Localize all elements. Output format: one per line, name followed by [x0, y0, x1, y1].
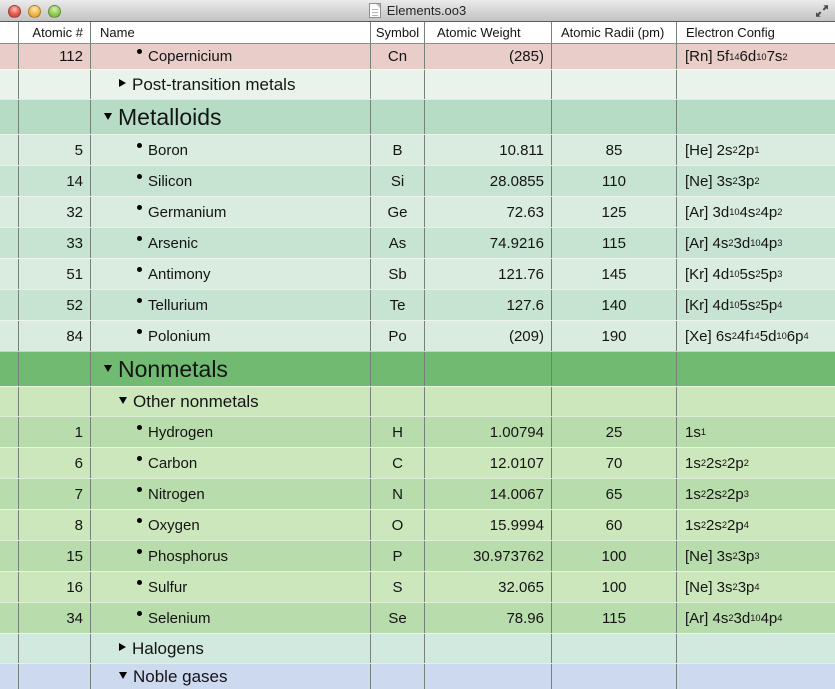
atomic-radius-cell[interactable]: 190: [552, 321, 677, 351]
atomic-radius-cell[interactable]: 115: [552, 228, 677, 258]
electron-config-cell[interactable]: [677, 100, 835, 134]
atomic-number-cell[interactable]: 32: [19, 197, 91, 227]
symbol-cell[interactable]: [371, 352, 425, 386]
electron-config-cell[interactable]: [677, 387, 835, 416]
symbol-cell[interactable]: [371, 100, 425, 134]
atomic-radius-cell[interactable]: 85: [552, 135, 677, 165]
atomic-radius-cell[interactable]: 140: [552, 290, 677, 320]
atomic-radius-cell[interactable]: 115: [552, 603, 677, 633]
name-cell[interactable]: [91, 352, 371, 386]
element-row-oxygen[interactable]: [0, 509, 835, 540]
name-cell[interactable]: [91, 290, 371, 320]
atomic-number-cell[interactable]: 16: [19, 572, 91, 602]
row-gutter: [0, 352, 19, 386]
name-cell[interactable]: [91, 70, 371, 99]
atomic-radius-cell[interactable]: [552, 70, 677, 99]
symbol-cell[interactable]: S: [371, 572, 425, 602]
atomic-weight-cell[interactable]: 32.065: [425, 572, 552, 602]
electron-config-cell[interactable]: [Ne] 3s 2 3p 2: [685, 172, 760, 190]
symbol-cell[interactable]: [371, 634, 425, 663]
atomic-radius-cell[interactable]: 100: [552, 572, 677, 602]
atomic-number-cell[interactable]: 51: [19, 259, 91, 289]
name-text: Silicon: [148, 172, 193, 190]
element-row-selenium[interactable]: [0, 602, 835, 633]
electron-config-cell[interactable]: [Kr] 4d 10 5s 2 5p 3: [685, 265, 783, 283]
row-handle-bullet[interactable]: [137, 205, 142, 210]
window-titlebar[interactable]: [0, 0, 835, 22]
name-cell[interactable]: [91, 259, 371, 289]
symbol-cell[interactable]: [371, 70, 425, 99]
column-header-electron-config[interactable]: Electron Config: [686, 25, 775, 40]
column-header-row: [0, 22, 835, 44]
atomic-weight-cell[interactable]: [425, 100, 552, 134]
name-cell[interactable]: [91, 572, 371, 602]
element-row-arsenic[interactable]: [0, 227, 835, 258]
atomic-number-cell[interactable]: [19, 70, 91, 99]
element-row-tellurium[interactable]: [0, 289, 835, 320]
symbol-cell[interactable]: Ge: [371, 197, 425, 227]
name-text: Germanium: [148, 203, 227, 221]
atomic-number-cell[interactable]: 7: [19, 479, 91, 509]
document-icon: [369, 3, 381, 18]
atomic-weight-cell[interactable]: [425, 634, 552, 663]
name-text: Post-transition metals: [132, 74, 296, 94]
atomic-number-cell[interactable]: [19, 664, 91, 689]
name-cell[interactable]: [91, 664, 371, 689]
symbol-cell[interactable]: H: [371, 417, 425, 447]
row-gutter: [0, 290, 19, 320]
name-text: Carbon: [148, 454, 198, 472]
atomic-number-cell[interactable]: 15: [19, 541, 91, 571]
name-cell[interactable]: [91, 479, 371, 509]
minimize-button[interactable]: [28, 5, 41, 18]
atomic-number-cell[interactable]: [19, 100, 91, 134]
atomic-number-cell[interactable]: 34: [19, 603, 91, 633]
row-handle-bullet[interactable]: [137, 143, 142, 148]
row-handle-bullet[interactable]: [137, 580, 142, 585]
row-gutter: [0, 634, 19, 663]
name-cell[interactable]: [91, 100, 371, 134]
atomic-number-cell[interactable]: [19, 387, 91, 416]
column-header-gutter: [0, 22, 19, 43]
name-text: Sulfur: [148, 578, 188, 596]
element-row-antimony[interactable]: [0, 258, 835, 289]
atomic-radius-cell[interactable]: [552, 664, 677, 689]
symbol-cell[interactable]: As: [371, 228, 425, 258]
atomic-weight-cell[interactable]: [425, 664, 552, 689]
column-header-symbol[interactable]: Symbol: [371, 22, 425, 43]
row-gutter: [0, 664, 19, 689]
name-text: Selenium: [148, 609, 211, 627]
atomic-number-cell[interactable]: [19, 634, 91, 663]
name-text: Halogens: [132, 638, 204, 658]
group-row-noble-gases[interactable]: [0, 663, 835, 689]
name-text: Boron: [148, 141, 189, 159]
atomic-weight-cell[interactable]: 121.76: [425, 259, 552, 289]
row-gutter: [0, 228, 19, 258]
name-cell[interactable]: [91, 541, 371, 571]
atomic-number-cell[interactable]: 1: [19, 417, 91, 447]
atomic-radius-cell[interactable]: [552, 387, 677, 416]
atomic-radius-cell[interactable]: [552, 100, 677, 134]
row-gutter: [0, 479, 19, 509]
atomic-weight-cell[interactable]: 1.00794: [425, 417, 552, 447]
atomic-radius-cell[interactable]: 70: [552, 448, 677, 478]
electron-config-cell[interactable]: [Ar] 4s 2 3d 10 4p 4: [685, 609, 783, 627]
row-handle-bullet[interactable]: [137, 611, 142, 616]
atomic-weight-cell[interactable]: (209): [425, 321, 552, 351]
name-cell[interactable]: [91, 448, 371, 478]
column-header-name[interactable]: Name: [91, 22, 371, 43]
row-gutter: [0, 603, 19, 633]
atomic-radius-cell[interactable]: 110: [552, 166, 677, 196]
name-cell[interactable]: [91, 321, 371, 351]
symbol-cell[interactable]: C: [371, 448, 425, 478]
row-handle-bullet[interactable]: [137, 487, 142, 492]
electron-config-cell[interactable]: 1s 2 2s 2 2p 2: [685, 454, 749, 472]
fullscreen-icon[interactable]: [814, 3, 830, 19]
name-cell[interactable]: [91, 166, 371, 196]
name-text: Polonium: [148, 327, 211, 345]
electron-config-cell[interactable]: [677, 70, 835, 99]
row-handle-bullet[interactable]: [137, 549, 142, 554]
name-text: Copernicium: [148, 48, 233, 65]
name-cell[interactable]: [91, 510, 371, 540]
name-text: Tellurium: [148, 296, 209, 314]
symbol-cell[interactable]: [371, 387, 425, 416]
electron-config-cell[interactable]: [Kr] 4d 10 5s 2 5p 4: [685, 296, 783, 314]
electron-config-cell[interactable]: [677, 664, 835, 689]
element-row-germanium[interactable]: [0, 196, 835, 227]
symbol-cell[interactable]: Sb: [371, 259, 425, 289]
atomic-weight-cell[interactable]: 78.96: [425, 603, 552, 633]
atomic-weight-cell[interactable]: 72.63: [425, 197, 552, 227]
atomic-number-cell[interactable]: 33: [19, 228, 91, 258]
atomic-radius-cell[interactable]: 125: [552, 197, 677, 227]
symbol-cell[interactable]: Cn: [371, 44, 425, 69]
disclosure-triangle-collapsed[interactable]: [119, 79, 126, 87]
atomic-radius-cell[interactable]: 145: [552, 259, 677, 289]
row-gutter: [0, 166, 19, 196]
electron-config-cell[interactable]: [Ar] 3d 10 4s 2 4p 2: [685, 203, 783, 221]
atomic-number-cell[interactable]: 84: [19, 321, 91, 351]
name-cell[interactable]: [91, 228, 371, 258]
name-cell[interactable]: [91, 634, 371, 663]
row-handle-bullet[interactable]: [137, 298, 142, 303]
row-handle-bullet[interactable]: [137, 236, 142, 241]
element-row-hydrogen[interactable]: [0, 416, 835, 447]
element-row-phosphorus[interactable]: [0, 540, 835, 571]
name-text: Nonmetals: [118, 355, 228, 382]
name-text: Hydrogen: [148, 423, 214, 441]
group-row-nonmetals[interactable]: [0, 351, 835, 386]
name-cell[interactable]: [91, 417, 371, 447]
atomic-weight-cell[interactable]: 127.6: [425, 290, 552, 320]
row-handle-bullet[interactable]: [137, 49, 142, 54]
group-row-post-transition-metals[interactable]: [0, 69, 835, 99]
row-gutter: [0, 135, 19, 165]
row-handle-bullet[interactable]: [137, 456, 142, 461]
name-cell[interactable]: [91, 603, 371, 633]
group-row-metalloids[interactable]: [0, 99, 835, 134]
group-row-other-nonmetals[interactable]: [0, 386, 835, 416]
atomic-number-cell[interactable]: 14: [19, 166, 91, 196]
atomic-radius-cell[interactable]: 65: [552, 479, 677, 509]
atomic-weight-cell[interactable]: 10.811: [425, 135, 552, 165]
electron-config-cell[interactable]: [Ne] 3s 2 3p 3: [685, 547, 760, 565]
outline-sheet: [0, 44, 835, 689]
row-gutter: [0, 70, 19, 99]
symbol-cell[interactable]: N: [371, 479, 425, 509]
electron-config-cell[interactable]: [Ne] 3s 2 3p 4: [685, 578, 760, 596]
name-cell[interactable]: [91, 135, 371, 165]
atomic-weight-cell[interactable]: 14.0067: [425, 479, 552, 509]
atomic-number-cell[interactable]: [19, 352, 91, 386]
element-row-polonium[interactable]: [0, 320, 835, 351]
name-text: Phosphorus: [148, 547, 229, 565]
atomic-weight-cell[interactable]: 74.9216: [425, 228, 552, 258]
electron-config-cell[interactable]: [677, 352, 835, 386]
disclosure-triangle-expanded[interactable]: [104, 113, 112, 120]
atomic-number-cell[interactable]: 6: [19, 448, 91, 478]
atomic-weight-cell[interactable]: [425, 70, 552, 99]
atomic-weight-cell[interactable]: 30.973762: [425, 541, 552, 571]
atomic-number-cell[interactable]: 52: [19, 290, 91, 320]
row-handle-bullet[interactable]: [137, 267, 142, 272]
row-gutter: [0, 259, 19, 289]
name-text: Oxygen: [148, 516, 200, 534]
disclosure-triangle-expanded[interactable]: [104, 365, 112, 372]
symbol-cell[interactable]: O: [371, 510, 425, 540]
atomic-weight-cell[interactable]: [425, 387, 552, 416]
column-header-atomic-radii-pm[interactable]: Atomic Radii (pm): [552, 22, 677, 43]
name-text: Arsenic: [148, 234, 199, 252]
electron-config-cell[interactable]: [He] 2s 2 2p 1: [685, 141, 760, 159]
name-cell[interactable]: [91, 197, 371, 227]
element-row-silicon[interactable]: [0, 165, 835, 196]
atomic-radius-cell[interactable]: 25: [552, 417, 677, 447]
window-title: Elements.oo3: [386, 3, 467, 18]
atomic-radius-cell[interactable]: [552, 634, 677, 663]
symbol-cell[interactable]: Si: [371, 166, 425, 196]
symbol-cell[interactable]: Po: [371, 321, 425, 351]
disclosure-triangle-expanded[interactable]: [119, 672, 127, 679]
disclosure-triangle-expanded[interactable]: [119, 397, 127, 404]
name-text: Noble gases: [133, 666, 228, 686]
row-gutter: [0, 197, 19, 227]
row-gutter: [0, 541, 19, 571]
electron-config-cell[interactable]: 1s 1: [685, 423, 707, 441]
element-row-carbon[interactable]: [0, 447, 835, 478]
name-text: Antimony: [148, 265, 211, 283]
atomic-weight-cell[interactable]: (285): [425, 44, 552, 69]
symbol-cell[interactable]: [371, 664, 425, 689]
row-gutter: [0, 572, 19, 602]
atomic-weight-cell[interactable]: 28.0855: [425, 166, 552, 196]
electron-config-cell[interactable]: [677, 634, 835, 663]
element-row-nitrogen[interactable]: [0, 478, 835, 509]
zoom-button[interactable]: [48, 5, 61, 18]
element-row-boron[interactable]: [0, 134, 835, 165]
name-cell[interactable]: [91, 44, 371, 69]
name-text: Other nonmetals: [133, 391, 259, 411]
electron-config-cell[interactable]: 1s 2 2s 2 2p 4: [685, 516, 749, 534]
row-handle-bullet[interactable]: [137, 174, 142, 179]
row-handle-bullet[interactable]: [137, 329, 142, 334]
atomic-radius-cell[interactable]: 60: [552, 510, 677, 540]
name-text: Metalloids: [118, 103, 222, 130]
row-gutter: [0, 387, 19, 416]
electron-config-cell[interactable]: [Xe] 6s 2 4f 14 5d 10 6p 4: [685, 327, 809, 345]
window-controls: [0, 0, 61, 22]
row-gutter: [0, 44, 19, 69]
element-row-copernicium[interactable]: [0, 44, 835, 69]
column-header-atomic-weight[interactable]: Atomic Weight: [425, 22, 552, 43]
name-text: Nitrogen: [148, 485, 205, 503]
symbol-cell[interactable]: P: [371, 541, 425, 571]
row-handle-bullet[interactable]: [137, 425, 142, 430]
row-gutter: [0, 448, 19, 478]
symbol-cell[interactable]: Se: [371, 603, 425, 633]
name-cell[interactable]: [91, 387, 371, 416]
electron-config-cell[interactable]: 1s 2 2s 2 2p 3: [685, 485, 749, 503]
atomic-number-cell[interactable]: 5: [19, 135, 91, 165]
atomic-radius-cell[interactable]: [552, 352, 677, 386]
element-row-sulfur[interactable]: [0, 571, 835, 602]
column-header-atomic[interactable]: Atomic #: [19, 22, 91, 43]
row-gutter: [0, 417, 19, 447]
electron-config-cell[interactable]: [Ar] 4s 2 3d 10 4p 3: [685, 234, 783, 252]
symbol-cell[interactable]: Te: [371, 290, 425, 320]
group-row-halogens[interactable]: [0, 633, 835, 663]
row-gutter: [0, 321, 19, 351]
atomic-number-cell[interactable]: 8: [19, 510, 91, 540]
electron-config-cell[interactable]: [Rn] 5f 14 6d 10 7s 2: [685, 48, 788, 65]
row-handle-bullet[interactable]: [137, 518, 142, 523]
title-group: [369, 3, 467, 18]
row-gutter: [0, 510, 19, 540]
row-gutter: [0, 100, 19, 134]
atomic-radius-cell[interactable]: 100: [552, 541, 677, 571]
close-button[interactable]: [8, 5, 21, 18]
symbol-cell[interactable]: B: [371, 135, 425, 165]
disclosure-triangle-collapsed[interactable]: [119, 643, 126, 651]
atomic-number-cell[interactable]: 112: [19, 44, 91, 69]
atomic-radius-cell[interactable]: [552, 44, 677, 69]
atomic-weight-cell[interactable]: 15.9994: [425, 510, 552, 540]
atomic-weight-cell[interactable]: [425, 352, 552, 386]
atomic-weight-cell[interactable]: 12.0107: [425, 448, 552, 478]
